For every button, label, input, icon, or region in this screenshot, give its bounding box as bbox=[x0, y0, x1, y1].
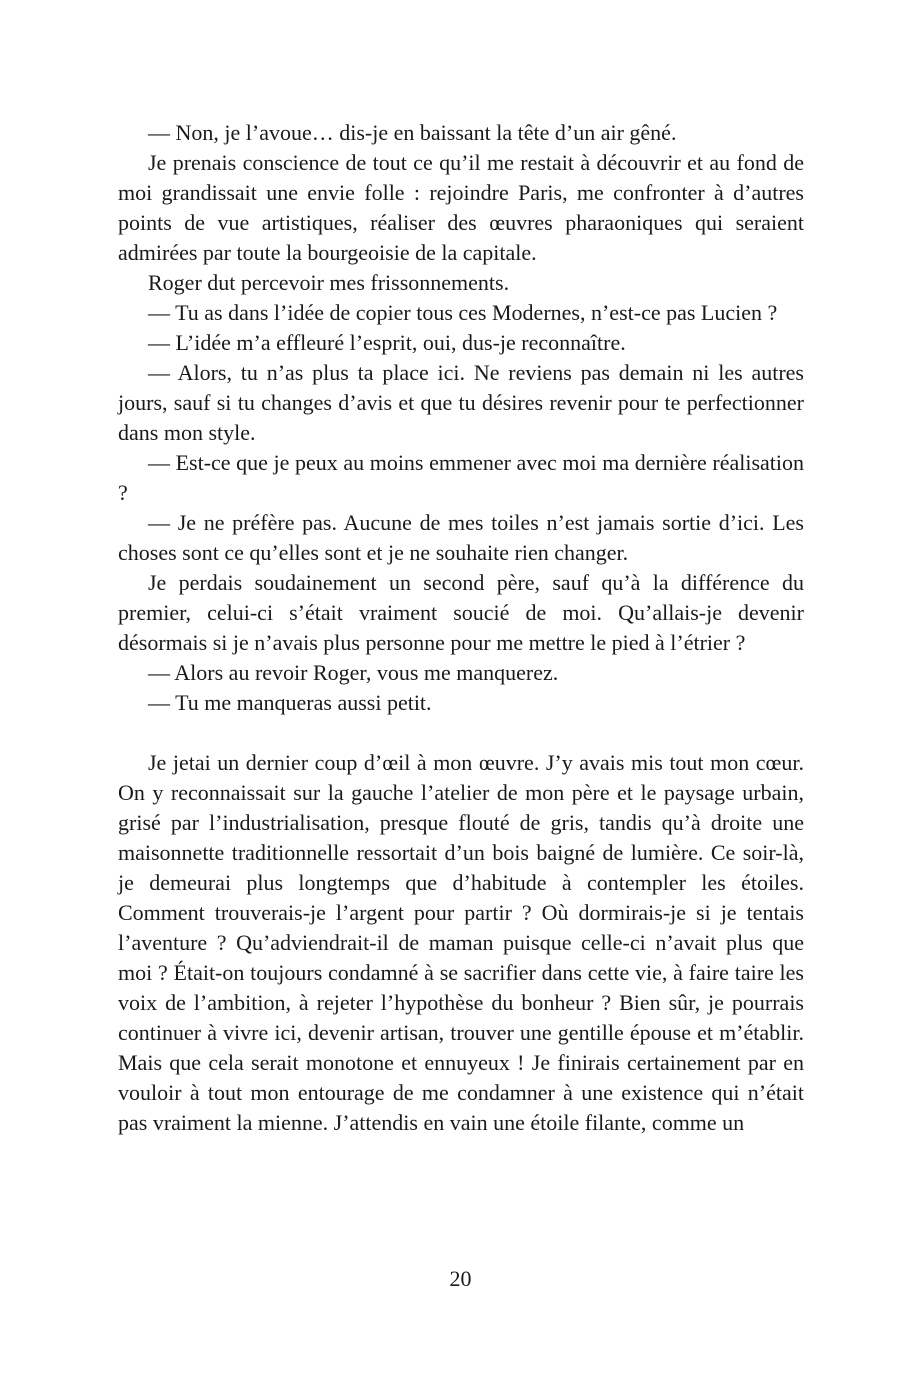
paragraph: — Alors, tu n’as plus ta place ici. Ne reviens pas demain ni les autres jours, sauf si tu changes d’avis et que tu désires revenir pour te perfectionner dans mon style. bbox=[118, 360, 804, 445]
paragraph: — Je ne préfère pas. Aucune de mes toiles n’est jamais sortie d’ici. Les choses sont ce qu’elles sont et je ne souhaite rien changer. bbox=[118, 510, 804, 565]
paragraph: Je jetai un dernier coup d’œil à mon œuvre. J’y avais mis tout mon cœur. On y reconnaissait sur la gauche l’atelier de mon père et le paysage urbain, grisé par l’industrialisation, presque flouté de gris, tandis qu’à droite une maisonnette traditionnelle ressortait d’un bois baigné de lumière. Ce soir-là, je demeurai plus longtemps que d’habitude à contempler les étoiles. Comment trouverais-je l’argent pour partir ? Où dormirais-je si je tentais l’aventure ? Qu’adviendrait-il de maman puisque celle-ci n’avait plus que moi ? Était-on toujours condamné à se sacrifier dans cette vie, à faire taire les voix de l’ambition, à rejeter l’hypothèse du bonheur ? Bien sûr, je pourrais continuer à vivre ici, devenir artisan, trouver une gentille épouse et m’établir. Mais que cela serait monotone et ennuyeux ! Je finirais certainement par en vouloir à tout mon entourage de me condamner à une existence qui n’était pas vraiment la mienne. J’attendis en vain une étoile filante, comme un bbox=[118, 750, 804, 1135]
paragraph: — Tu as dans l’idée de copier tous ces Modernes, n’est-ce pas Lucien ? bbox=[148, 300, 778, 325]
paragraph: Roger dut percevoir mes frissonnements. bbox=[148, 270, 510, 295]
text-block-dialogue bbox=[118, 118, 804, 718]
paragraph: — Tu me manqueras aussi petit. bbox=[148, 690, 432, 715]
paragraph: Je prenais conscience de tout ce qu’il me restait à découvrir et au fond de moi grandissait une envie folle : rejoindre Paris, me confronter à d’autres points de vue artistiques, réaliser des œuvres pharaoniques qui seraient admirées par toute la bourgeoisie de la capitale. bbox=[118, 150, 804, 265]
text-block-narration bbox=[118, 748, 804, 1138]
paragraph: Je perdais soudainement un second père, sauf qu’à la différence du premier, celui-ci s’était vraiment soucié de moi. Qu’allais-je devenir désormais si je n’avais plus personne pour me mettre le pied à l’étrier ? bbox=[118, 570, 804, 655]
paragraph: — Est-ce que je peux au moins emmener avec moi ma dernière réalisation ? bbox=[118, 450, 804, 505]
paragraph: — Alors au revoir Roger, vous me manquerez. bbox=[148, 660, 559, 685]
paragraph: — L’idée m’a effleuré l’esprit, oui, dus-je reconnaître. bbox=[148, 330, 626, 355]
page-body bbox=[118, 118, 804, 1138]
page-number: 20 bbox=[449, 1266, 472, 1291]
paragraph: — Non, je l’avoue… dis-je en baissant la tête d’un air gêné. bbox=[148, 120, 677, 145]
